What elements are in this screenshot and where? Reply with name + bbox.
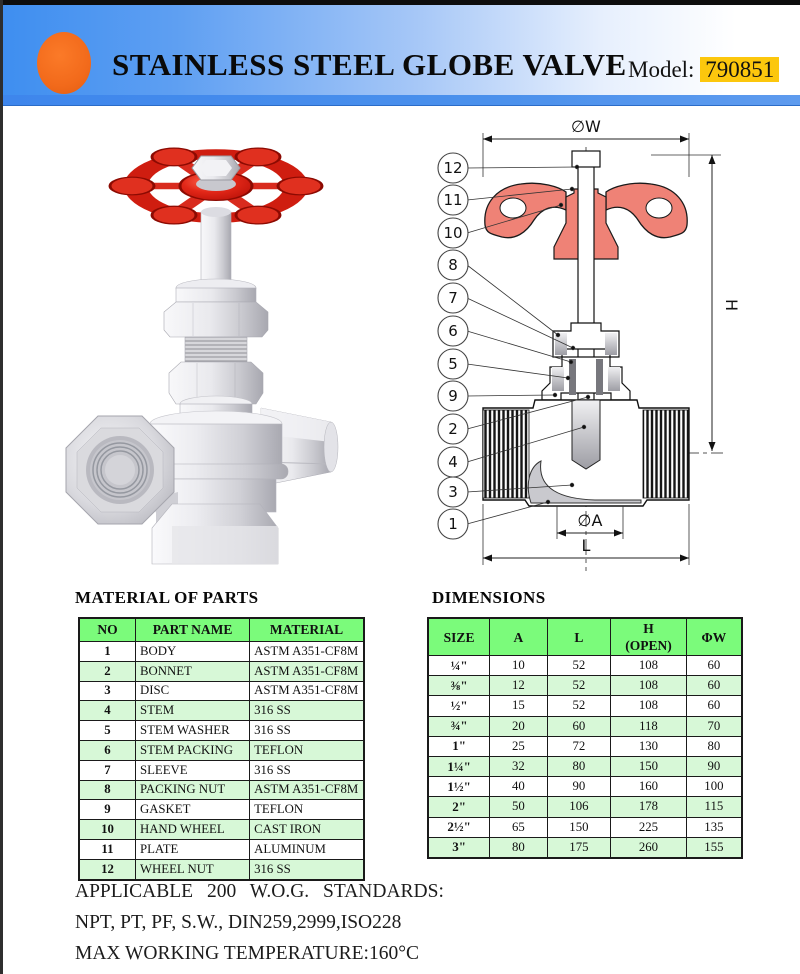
model-line: [628, 57, 779, 83]
table-cell: 178: [611, 797, 687, 817]
table-cell: 1: [79, 642, 135, 662]
diagram-wheel-nut: [572, 151, 600, 167]
footer-notes: [75, 876, 444, 969]
table-cell: 2: [79, 661, 135, 681]
table-cell: PLATE: [135, 839, 249, 859]
table-cell: ALUMINUM: [250, 839, 364, 859]
table-cell: ASTM A351-CF8M: [250, 780, 364, 800]
table-row: [428, 716, 742, 736]
table-cell: 3": [428, 837, 490, 858]
table-cell: 1½": [428, 777, 490, 797]
table-cell: STEM PACKING: [135, 740, 249, 760]
dim-h-label: H: [722, 298, 741, 312]
dimensions-table: [427, 617, 743, 859]
photo-stem-bonnet: [164, 207, 268, 424]
company-logo-icon: [37, 32, 91, 94]
col-l: L: [547, 618, 611, 656]
table-cell: 118: [611, 716, 687, 736]
model-label: Model:: [628, 57, 695, 82]
table-cell: 9: [79, 800, 135, 820]
materials-heading: MATERIAL OF PARTS: [75, 588, 259, 607]
table-cell: HAND WHEEL: [135, 820, 249, 840]
dimensions-heading: DIMENSIONS: [432, 588, 546, 607]
dim-l-label: L: [581, 536, 591, 555]
col-a: A: [490, 618, 548, 656]
callout-2: 2: [448, 420, 458, 438]
table-cell: ¼": [428, 656, 490, 676]
table-cell: 5: [79, 721, 135, 741]
table-cell: 65: [490, 817, 548, 837]
table-row: [79, 780, 364, 800]
table-cell: STEM WASHER: [135, 721, 249, 741]
callout-5: 5: [448, 355, 458, 373]
table-row: [79, 661, 364, 681]
header-banner: [0, 5, 800, 95]
table-cell: 175: [547, 837, 611, 858]
col-h-open: H (OPEN): [611, 618, 687, 656]
table-row: [428, 817, 742, 837]
table-cell: 130: [611, 736, 687, 756]
table-cell: STEM: [135, 701, 249, 721]
table-cell: 60: [686, 676, 742, 696]
table-cell: ASTM A351-CF8M: [250, 642, 364, 662]
table-header-row: [428, 618, 742, 656]
table-cell: 10: [79, 820, 135, 840]
table-cell: 115: [686, 797, 742, 817]
table-cell: PACKING NUT: [135, 780, 249, 800]
table-cell: 70: [686, 716, 742, 736]
callout-12: 12: [443, 159, 463, 177]
table-cell: 80: [547, 756, 611, 776]
table-row: [428, 656, 742, 676]
table-cell: 108: [611, 676, 687, 696]
dim-w-label: ∅W: [571, 117, 601, 136]
diagram-thread-right: [643, 410, 689, 498]
table-row: [79, 839, 364, 859]
page-title: STAINLESS STEEL GLOBE VALVE: [112, 47, 627, 82]
table-row: [428, 777, 742, 797]
table-cell: 12: [79, 859, 135, 879]
table-cell: 316 SS: [250, 701, 364, 721]
table-cell: BONNET: [135, 661, 249, 681]
table-row: [79, 820, 364, 840]
callout-7: 7: [448, 289, 458, 307]
model-number: 790851: [700, 57, 779, 82]
table-cell: 7: [79, 760, 135, 780]
table-cell: 316 SS: [250, 859, 364, 879]
table-cell: 52: [547, 656, 611, 676]
table-cell: 20: [490, 716, 548, 736]
table-cell: 60: [547, 716, 611, 736]
table-cell: ⅜": [428, 676, 490, 696]
table-cell: 316 SS: [250, 760, 364, 780]
left-border: [0, 0, 3, 974]
table-cell: 1¼": [428, 756, 490, 776]
table-cell: 80: [490, 837, 548, 858]
table-cell: 40: [490, 777, 548, 797]
table-row: [79, 721, 364, 741]
table-cell: 32: [490, 756, 548, 776]
col-material: MATERIAL: [250, 618, 364, 642]
table-cell: 135: [686, 817, 742, 837]
table-cell: ¾": [428, 716, 490, 736]
table-cell: 72: [547, 736, 611, 756]
footer-standards: APPLICABLE 200 W.O.G. STANDARDS:: [75, 881, 444, 902]
table-cell: 260: [611, 837, 687, 858]
table-cell: 150: [547, 817, 611, 837]
table-cell: 155: [686, 837, 742, 858]
table-row: [79, 740, 364, 760]
table-cell: ASTM A351-CF8M: [250, 661, 364, 681]
callout-6: 6: [448, 322, 458, 340]
table-cell: 150: [611, 756, 687, 776]
table-cell: 4: [79, 701, 135, 721]
table-cell: 3: [79, 681, 135, 701]
table-cell: 15: [490, 696, 548, 716]
table-cell: 316 SS: [250, 721, 364, 741]
table-cell: 60: [686, 656, 742, 676]
col-part-name: PART NAME: [135, 618, 249, 642]
materials-table: [78, 617, 365, 881]
table-cell: 50: [490, 797, 548, 817]
table-cell: 108: [611, 656, 687, 676]
table-cell: CAST IRON: [250, 820, 364, 840]
table-cell: 8: [79, 780, 135, 800]
table-cell: 106: [547, 797, 611, 817]
table-row: [79, 800, 364, 820]
dim-a-label: ∅A: [577, 511, 603, 530]
table-row: [79, 681, 364, 701]
table-cell: 10: [490, 656, 548, 676]
table-cell: SLEEVE: [135, 760, 249, 780]
table-cell: 12: [490, 676, 548, 696]
callout-3: 3: [448, 483, 458, 501]
callout-11: 11: [443, 191, 463, 209]
valve-photo: [35, 112, 385, 567]
table-cell: 25: [490, 736, 548, 756]
table-cell: 90: [547, 777, 611, 797]
callout-balloons: [438, 153, 468, 539]
valve-diagram: [425, 105, 770, 575]
table-cell: 80: [686, 736, 742, 756]
table-cell: ASTM A351-CF8M: [250, 681, 364, 701]
table-cell: 225: [611, 817, 687, 837]
callout-8: 8: [448, 256, 458, 274]
table-header-row: [79, 618, 364, 642]
callout-9: 9: [448, 387, 458, 405]
table-row: [79, 642, 364, 662]
table-cell: DISC: [135, 681, 249, 701]
col-phi-w: ΦW: [686, 618, 742, 656]
table-row: [79, 760, 364, 780]
table-cell: 2": [428, 797, 490, 817]
table-cell: TEFLON: [250, 740, 364, 760]
callout-10: 10: [443, 224, 463, 242]
table-cell: BODY: [135, 642, 249, 662]
table-cell: 90: [686, 756, 742, 776]
table-cell: ½": [428, 696, 490, 716]
table-row: [79, 701, 364, 721]
table-cell: 11: [79, 839, 135, 859]
table-cell: GASKET: [135, 800, 249, 820]
table-cell: 52: [547, 676, 611, 696]
footer-thread-types: NPT, PT, PF, S.W., DIN259,2999,ISO228: [75, 912, 402, 933]
table-cell: 160: [611, 777, 687, 797]
callout-4: 4: [448, 453, 458, 471]
table-cell: 2½": [428, 817, 490, 837]
col-size: SIZE: [428, 618, 490, 656]
table-row: [428, 696, 742, 716]
table-cell: 108: [611, 696, 687, 716]
table-cell: 52: [547, 696, 611, 716]
table-cell: WHEEL NUT: [135, 859, 249, 879]
table-row: [428, 797, 742, 817]
photo-inlet-left: [66, 416, 174, 524]
diagram-disc: [572, 400, 600, 469]
table-cell: 6: [79, 740, 135, 760]
table-row: [428, 676, 742, 696]
table-cell: 60: [686, 696, 742, 716]
table-cell: TEFLON: [250, 800, 364, 820]
table-row: [428, 736, 742, 756]
table-cell: 100: [686, 777, 742, 797]
table-row: [428, 756, 742, 776]
table-row: [428, 837, 742, 858]
col-no: NO: [79, 618, 135, 642]
footer-max-temp: MAX WORKING TEMPERATURE:160°C: [75, 943, 420, 964]
callout-1: 1: [448, 515, 458, 533]
diagram-body: [483, 400, 689, 506]
table-cell: 1": [428, 736, 490, 756]
